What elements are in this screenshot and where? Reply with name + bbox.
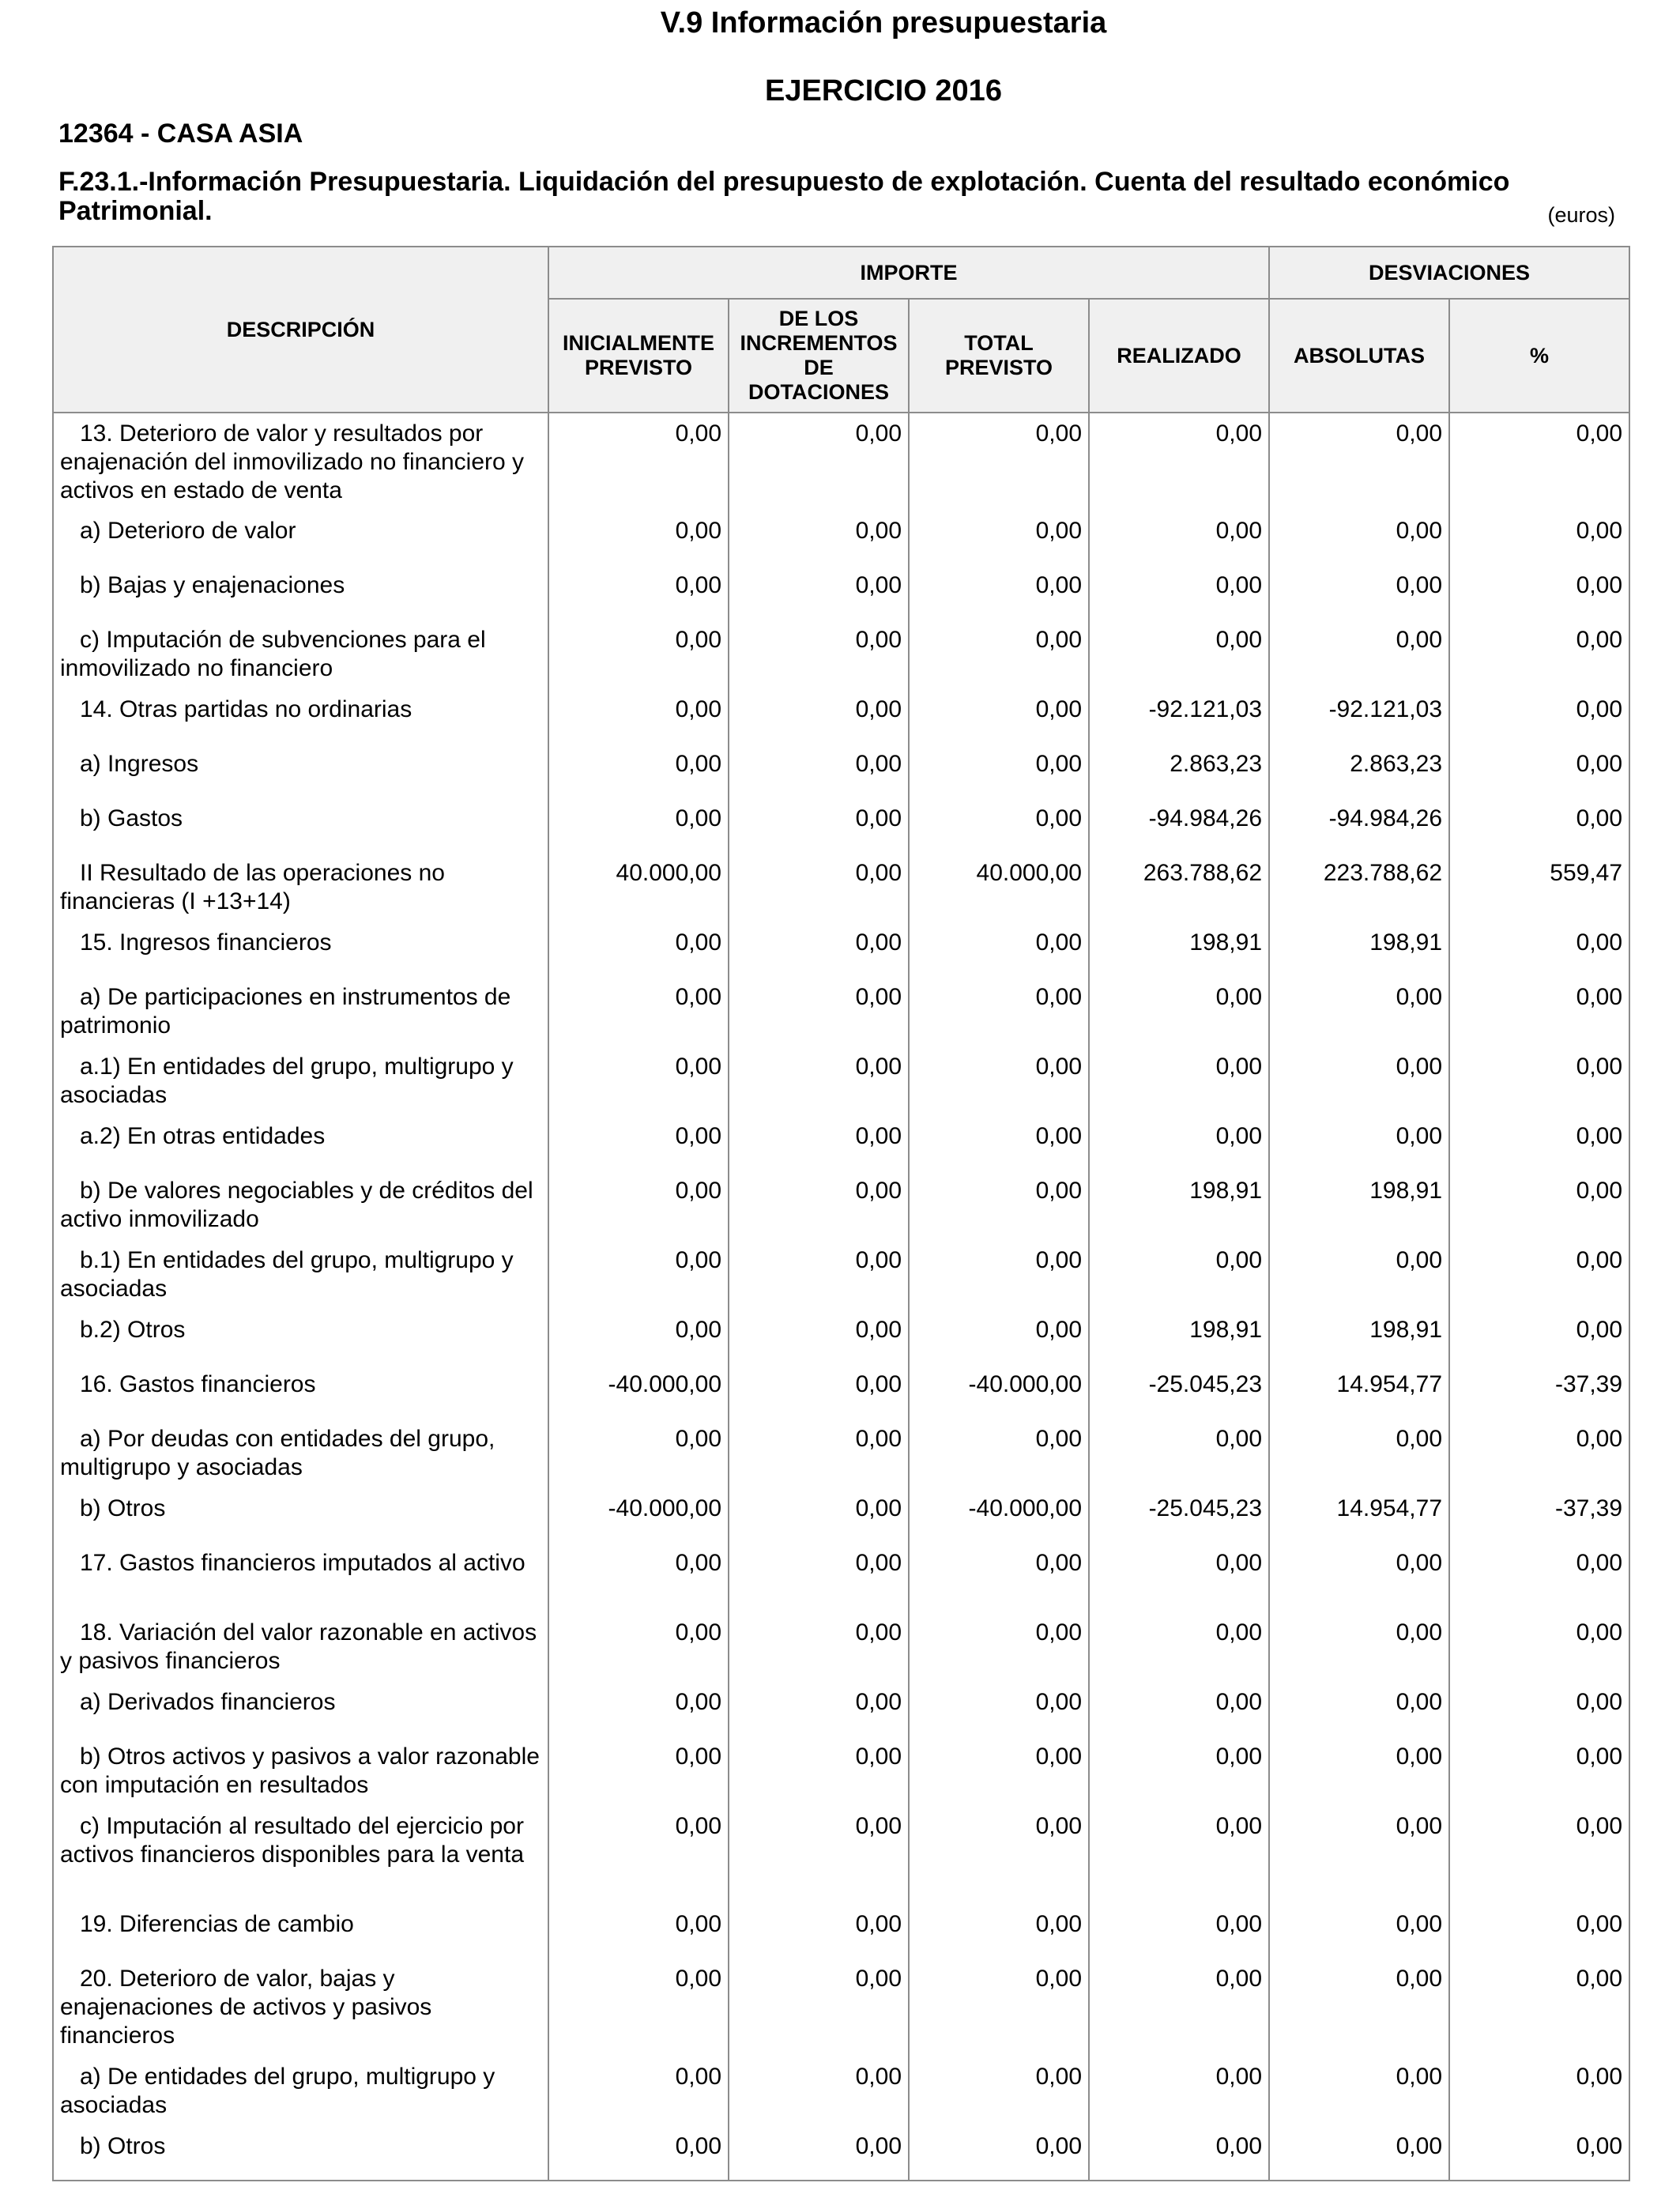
value-total-previsto: 0,00 xyxy=(909,1171,1089,1240)
value-total-previsto: 0,00 xyxy=(909,1904,1089,1958)
header-inicialmente-previsto: INICIALMENTE PREVISTO xyxy=(548,299,729,413)
value-absolutas: -92.121,03 xyxy=(1269,689,1449,744)
value-total-previsto: 0,00 xyxy=(909,922,1089,977)
value-incrementos: 0,00 xyxy=(729,1488,909,1543)
value-incrementos: 0,00 xyxy=(729,689,909,744)
value-realizado: 0,00 xyxy=(1089,511,1269,565)
value-porcentaje: 0,00 xyxy=(1449,1958,1629,2056)
row-description: 17. Gastos financieros imputados al activo xyxy=(53,1543,548,1612)
value-absolutas: 2.863,23 xyxy=(1269,744,1449,798)
value-porcentaje: -37,39 xyxy=(1449,1364,1629,1419)
table-row xyxy=(53,413,1629,511)
value-realizado: 0,00 xyxy=(1089,1806,1269,1904)
table-body xyxy=(53,413,1629,2181)
table-row xyxy=(53,620,1629,689)
value-incrementos: 0,00 xyxy=(729,1806,909,1904)
value-absolutas: 0,00 xyxy=(1269,1682,1449,1736)
header-total-previsto: TOTAL PREVISTO xyxy=(909,299,1089,413)
value-realizado: 0,00 xyxy=(1089,1046,1269,1116)
row-description: 19. Diferencias de cambio xyxy=(53,1904,548,1958)
table-row xyxy=(53,1364,1629,1419)
value-total-previsto: 0,00 xyxy=(909,1806,1089,1904)
value-inicialmente-previsto: -40.000,00 xyxy=(548,1488,729,1543)
row-description: b) Otros xyxy=(53,2126,548,2181)
value-inicialmente-previsto: 0,00 xyxy=(548,1171,729,1240)
value-realizado: -92.121,03 xyxy=(1089,689,1269,744)
value-inicialmente-previsto: 0,00 xyxy=(548,511,729,565)
table-row xyxy=(53,744,1629,798)
value-absolutas: 0,00 xyxy=(1269,1046,1449,1116)
value-porcentaje: 0,00 xyxy=(1449,511,1629,565)
row-description: a) De entidades del grupo, multigrupo y asociadas xyxy=(53,2056,548,2126)
value-porcentaje: 0,00 xyxy=(1449,1419,1629,1488)
header-porcentaje: % xyxy=(1449,299,1629,413)
table-row xyxy=(53,1488,1629,1543)
value-realizado: 0,00 xyxy=(1089,2126,1269,2181)
row-description: a) Deterioro de valor xyxy=(53,511,548,565)
table-row xyxy=(53,1806,1629,1904)
value-total-previsto: 0,00 xyxy=(909,1736,1089,1806)
document-title: V.9 Información presupuestaria xyxy=(660,6,1107,40)
value-inicialmente-previsto: 0,00 xyxy=(548,689,729,744)
value-porcentaje: 0,00 xyxy=(1449,1116,1629,1171)
value-porcentaje: 0,00 xyxy=(1449,1046,1629,1116)
row-description: a) Derivados financieros xyxy=(53,1682,548,1736)
value-inicialmente-previsto: 0,00 xyxy=(548,1116,729,1171)
value-absolutas: 0,00 xyxy=(1269,1240,1449,1310)
table-row xyxy=(53,1171,1629,1240)
value-porcentaje: 559,47 xyxy=(1449,853,1629,922)
budget-table xyxy=(52,246,1630,2181)
value-absolutas: 223.788,62 xyxy=(1269,853,1449,922)
value-incrementos: 0,00 xyxy=(729,1958,909,2056)
value-realizado: 2.863,23 xyxy=(1089,744,1269,798)
value-realizado: 0,00 xyxy=(1089,1904,1269,1958)
value-porcentaje: 0,00 xyxy=(1449,620,1629,689)
value-porcentaje: -37,39 xyxy=(1449,1488,1629,1543)
value-incrementos: 0,00 xyxy=(729,1171,909,1240)
row-description: 14. Otras partidas no ordinarias xyxy=(53,689,548,744)
value-realizado: 0,00 xyxy=(1089,1736,1269,1806)
row-description: c) Imputación al resultado del ejercicio por activos financieros disponibles para la venta xyxy=(53,1806,548,1904)
table-row xyxy=(53,689,1629,744)
value-porcentaje: 0,00 xyxy=(1449,1904,1629,1958)
value-total-previsto: 0,00 xyxy=(909,511,1089,565)
value-absolutas: 0,00 xyxy=(1269,1116,1449,1171)
value-porcentaje: 0,00 xyxy=(1449,1171,1629,1240)
value-porcentaje: 0,00 xyxy=(1449,413,1629,511)
value-total-previsto: -40.000,00 xyxy=(909,1488,1089,1543)
value-total-previsto: 0,00 xyxy=(909,565,1089,620)
value-porcentaje: 0,00 xyxy=(1449,1682,1629,1736)
value-inicialmente-previsto: 0,00 xyxy=(548,922,729,977)
header-incrementos-dotaciones: DE LOS INCREMENTOS DE DOTACIONES xyxy=(729,299,909,413)
value-realizado: 198,91 xyxy=(1089,922,1269,977)
value-porcentaje: 0,00 xyxy=(1449,744,1629,798)
value-incrementos: 0,00 xyxy=(729,922,909,977)
value-incrementos: 0,00 xyxy=(729,413,909,511)
value-incrementos: 0,00 xyxy=(729,2056,909,2126)
value-absolutas: 0,00 xyxy=(1269,977,1449,1046)
table-row xyxy=(53,2056,1629,2126)
value-inicialmente-previsto: 0,00 xyxy=(548,1904,729,1958)
value-porcentaje: 0,00 xyxy=(1449,1736,1629,1806)
value-inicialmente-previsto: 0,00 xyxy=(548,1419,729,1488)
value-total-previsto: 0,00 xyxy=(909,2126,1089,2181)
value-incrementos: 0,00 xyxy=(729,744,909,798)
table-row xyxy=(53,1046,1629,1116)
table-row xyxy=(53,1310,1629,1364)
value-porcentaje: 0,00 xyxy=(1449,1806,1629,1904)
table-row xyxy=(53,565,1629,620)
value-realizado: 0,00 xyxy=(1089,620,1269,689)
value-realizado: 0,00 xyxy=(1089,1240,1269,1310)
value-total-previsto: 0,00 xyxy=(909,798,1089,853)
value-absolutas: 0,00 xyxy=(1269,2056,1449,2126)
value-inicialmente-previsto: 40.000,00 xyxy=(548,853,729,922)
value-absolutas: 0,00 xyxy=(1269,1958,1449,2056)
value-realizado: 0,00 xyxy=(1089,413,1269,511)
value-realizado: -94.984,26 xyxy=(1089,798,1269,853)
value-porcentaje: 0,00 xyxy=(1449,2056,1629,2126)
row-description: b.1) En entidades del grupo, multigrupo y asociadas xyxy=(53,1240,548,1310)
row-description: 20. Deterioro de valor, bajas y enajenaciones de activos y pasivos financieros xyxy=(53,1958,548,2056)
value-inicialmente-previsto: 0,00 xyxy=(548,1736,729,1806)
value-absolutas: 0,00 xyxy=(1269,1806,1449,1904)
value-total-previsto: 0,00 xyxy=(909,744,1089,798)
value-porcentaje: 0,00 xyxy=(1449,1310,1629,1364)
value-inicialmente-previsto: 0,00 xyxy=(548,1806,729,1904)
table-row xyxy=(53,1904,1629,1958)
row-description: a.1) En entidades del grupo, multigrupo y asociadas xyxy=(53,1046,548,1116)
value-incrementos: 0,00 xyxy=(729,620,909,689)
value-absolutas: 0,00 xyxy=(1269,1543,1449,1612)
header-desviaciones: DESVIACIONES xyxy=(1269,247,1629,299)
value-porcentaje: 0,00 xyxy=(1449,977,1629,1046)
row-description: b) De valores negociables y de créditos del activo inmovilizado xyxy=(53,1171,548,1240)
value-realizado: 198,91 xyxy=(1089,1310,1269,1364)
value-total-previsto: 0,00 xyxy=(909,1310,1089,1364)
table-row xyxy=(53,922,1629,977)
value-inicialmente-previsto: 0,00 xyxy=(548,565,729,620)
value-incrementos: 0,00 xyxy=(729,1046,909,1116)
row-description: a) Por deudas con entidades del grupo, multigrupo y asociadas xyxy=(53,1419,548,1488)
value-incrementos: 0,00 xyxy=(729,1543,909,1612)
value-realizado: -25.045,23 xyxy=(1089,1488,1269,1543)
value-incrementos: 0,00 xyxy=(729,565,909,620)
value-inicialmente-previsto: 0,00 xyxy=(548,1310,729,1364)
value-total-previsto: 40.000,00 xyxy=(909,853,1089,922)
value-porcentaje: 0,00 xyxy=(1449,2126,1629,2181)
value-absolutas: 0,00 xyxy=(1269,2126,1449,2181)
table-row xyxy=(53,1419,1629,1488)
table-row xyxy=(53,1958,1629,2056)
value-incrementos: 0,00 xyxy=(729,1736,909,1806)
table-row xyxy=(53,1682,1629,1736)
value-absolutas: 0,00 xyxy=(1269,1904,1449,1958)
value-inicialmente-previsto: 0,00 xyxy=(548,744,729,798)
header-descripcion: DESCRIPCIÓN xyxy=(53,247,548,413)
value-realizado: 0,00 xyxy=(1089,1419,1269,1488)
value-realizado: 0,00 xyxy=(1089,565,1269,620)
value-incrementos: 0,00 xyxy=(729,2126,909,2181)
value-absolutas: 0,00 xyxy=(1269,511,1449,565)
value-inicialmente-previsto: 0,00 xyxy=(548,1543,729,1612)
units-label: (euros) xyxy=(1547,203,1615,227)
row-description: b) Otros xyxy=(53,1488,548,1543)
value-absolutas: 0,00 xyxy=(1269,620,1449,689)
value-total-previsto: 0,00 xyxy=(909,1543,1089,1612)
value-inicialmente-previsto: -40.000,00 xyxy=(548,1364,729,1419)
fiscal-year: EJERCICIO 2016 xyxy=(765,74,1002,107)
value-inicialmente-previsto: 0,00 xyxy=(548,977,729,1046)
table-row xyxy=(53,511,1629,565)
table-row xyxy=(53,1116,1629,1171)
table-row xyxy=(53,1543,1629,1612)
table-row xyxy=(53,1612,1629,1682)
value-incrementos: 0,00 xyxy=(729,1682,909,1736)
value-absolutas: 0,00 xyxy=(1269,1736,1449,1806)
entity-name: 12364 - CASA ASIA xyxy=(58,119,303,149)
value-absolutas: 0,00 xyxy=(1269,1419,1449,1488)
table-row xyxy=(53,798,1629,853)
report-title: F.23.1.-Información Presupuestaria. Liquidación del presupuesto de explotación. Cuenta del resultado económico Patrimonial. xyxy=(58,167,1510,226)
value-porcentaje: 0,00 xyxy=(1449,922,1629,977)
value-porcentaje: 0,00 xyxy=(1449,565,1629,620)
table-row xyxy=(53,1736,1629,1806)
value-total-previsto: 0,00 xyxy=(909,413,1089,511)
row-description: 15. Ingresos financieros xyxy=(53,922,548,977)
value-inicialmente-previsto: 0,00 xyxy=(548,1958,729,2056)
row-description: II Resultado de las operaciones no financieras (I +13+14) xyxy=(53,853,548,922)
row-description: c) Imputación de subvenciones para el inmovilizado no financiero xyxy=(53,620,548,689)
value-total-previsto: 0,00 xyxy=(909,620,1089,689)
value-realizado: 0,00 xyxy=(1089,1116,1269,1171)
value-absolutas: 14.954,77 xyxy=(1269,1488,1449,1543)
value-absolutas: 0,00 xyxy=(1269,1612,1449,1682)
value-incrementos: 0,00 xyxy=(729,1612,909,1682)
row-description: a) De participaciones en instrumentos de patrimonio xyxy=(53,977,548,1046)
row-description: b) Bajas y enajenaciones xyxy=(53,565,548,620)
value-inicialmente-previsto: 0,00 xyxy=(548,1240,729,1310)
value-realizado: 0,00 xyxy=(1089,1543,1269,1612)
value-realizado: 198,91 xyxy=(1089,1171,1269,1240)
value-absolutas: 0,00 xyxy=(1269,413,1449,511)
value-total-previsto: 0,00 xyxy=(909,1682,1089,1736)
row-description: 16. Gastos financieros xyxy=(53,1364,548,1419)
value-total-previsto: 0,00 xyxy=(909,1612,1089,1682)
value-inicialmente-previsto: 0,00 xyxy=(548,798,729,853)
row-description: b.2) Otros xyxy=(53,1310,548,1364)
value-incrementos: 0,00 xyxy=(729,1240,909,1310)
value-absolutas: 198,91 xyxy=(1269,1171,1449,1240)
value-inicialmente-previsto: 0,00 xyxy=(548,1682,729,1736)
header-importe: IMPORTE xyxy=(548,247,1269,299)
row-description: 18. Variación del valor razonable en activos y pasivos financieros xyxy=(53,1612,548,1682)
value-total-previsto: 0,00 xyxy=(909,1958,1089,2056)
row-description: a) Ingresos xyxy=(53,744,548,798)
value-absolutas: -94.984,26 xyxy=(1269,798,1449,853)
row-description: b) Otros activos y pasivos a valor razonable con imputación en resultados xyxy=(53,1736,548,1806)
value-total-previsto: 0,00 xyxy=(909,1116,1089,1171)
header-realizado: REALIZADO xyxy=(1089,299,1269,413)
value-total-previsto: 0,00 xyxy=(909,2056,1089,2126)
value-incrementos: 0,00 xyxy=(729,1904,909,1958)
value-incrementos: 0,00 xyxy=(729,1364,909,1419)
value-realizado: 0,00 xyxy=(1089,1958,1269,2056)
value-inicialmente-previsto: 0,00 xyxy=(548,620,729,689)
value-total-previsto: -40.000,00 xyxy=(909,1364,1089,1419)
header-absolutas: ABSOLUTAS xyxy=(1269,299,1449,413)
value-realizado: 0,00 xyxy=(1089,1682,1269,1736)
table-row xyxy=(53,853,1629,922)
value-incrementos: 0,00 xyxy=(729,1310,909,1364)
value-incrementos: 0,00 xyxy=(729,977,909,1046)
value-absolutas: 198,91 xyxy=(1269,922,1449,977)
table-row xyxy=(53,1240,1629,1310)
value-total-previsto: 0,00 xyxy=(909,1419,1089,1488)
row-description: a.2) En otras entidades xyxy=(53,1116,548,1171)
value-porcentaje: 0,00 xyxy=(1449,1240,1629,1310)
value-inicialmente-previsto: 0,00 xyxy=(548,2056,729,2126)
value-porcentaje: 0,00 xyxy=(1449,798,1629,853)
value-porcentaje: 0,00 xyxy=(1449,1612,1629,1682)
value-absolutas: 14.954,77 xyxy=(1269,1364,1449,1419)
value-realizado: 0,00 xyxy=(1089,2056,1269,2126)
value-absolutas: 0,00 xyxy=(1269,565,1449,620)
table-row xyxy=(53,977,1629,1046)
value-realizado: 0,00 xyxy=(1089,1612,1269,1682)
value-incrementos: 0,00 xyxy=(729,511,909,565)
value-inicialmente-previsto: 0,00 xyxy=(548,2126,729,2181)
value-total-previsto: 0,00 xyxy=(909,689,1089,744)
value-porcentaje: 0,00 xyxy=(1449,689,1629,744)
value-inicialmente-previsto: 0,00 xyxy=(548,413,729,511)
value-realizado: -25.045,23 xyxy=(1089,1364,1269,1419)
value-inicialmente-previsto: 0,00 xyxy=(548,1612,729,1682)
value-incrementos: 0,00 xyxy=(729,798,909,853)
value-incrementos: 0,00 xyxy=(729,1116,909,1171)
value-realizado: 263.788,62 xyxy=(1089,853,1269,922)
value-incrementos: 0,00 xyxy=(729,853,909,922)
value-realizado: 0,00 xyxy=(1089,977,1269,1046)
row-description: 13. Deterioro de valor y resultados por enajenación del inmovilizado no financiero y activos en estado de venta xyxy=(53,413,548,511)
value-total-previsto: 0,00 xyxy=(909,977,1089,1046)
value-porcentaje: 0,00 xyxy=(1449,1543,1629,1612)
value-total-previsto: 0,00 xyxy=(909,1046,1089,1116)
row-description: b) Gastos xyxy=(53,798,548,853)
table-row xyxy=(53,2126,1629,2181)
value-total-previsto: 0,00 xyxy=(909,1240,1089,1310)
value-absolutas: 198,91 xyxy=(1269,1310,1449,1364)
value-inicialmente-previsto: 0,00 xyxy=(548,1046,729,1116)
value-incrementos: 0,00 xyxy=(729,1419,909,1488)
